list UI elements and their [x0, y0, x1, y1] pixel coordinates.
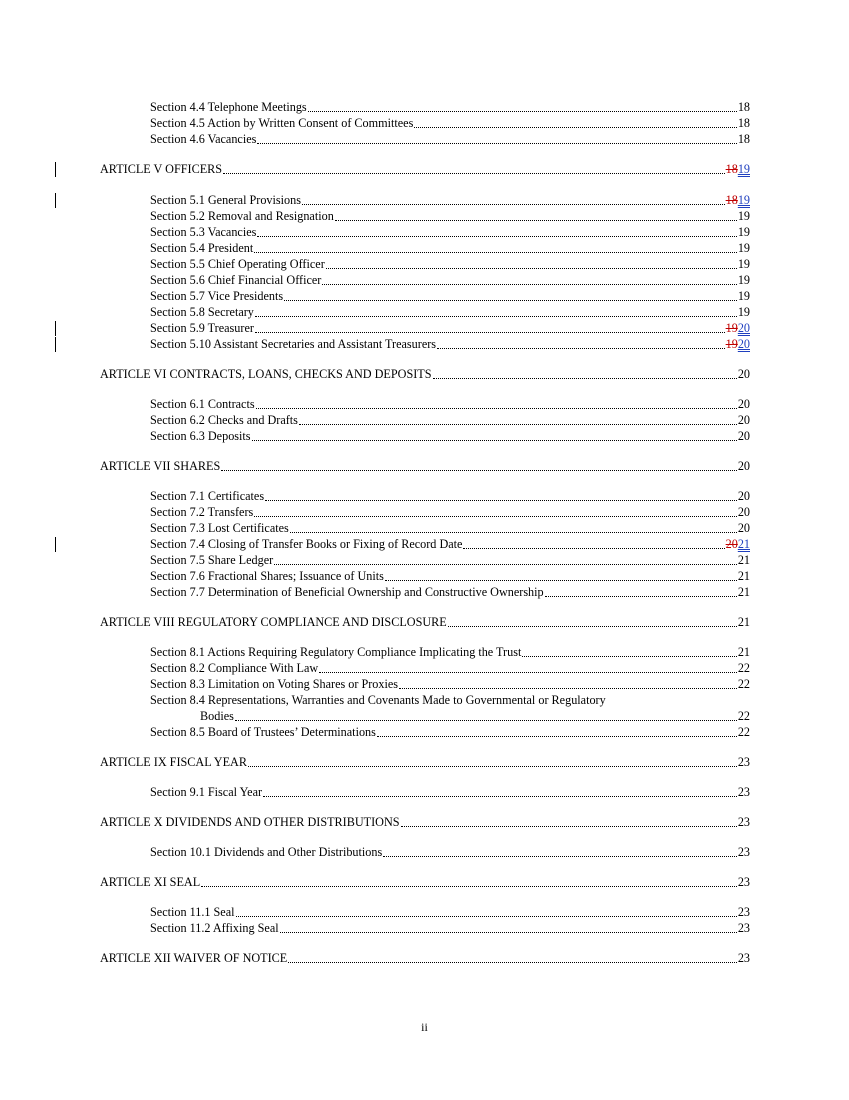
dot-leader: [248, 766, 737, 767]
toc-section-entry[interactable]: [150, 397, 750, 412]
dot-leader: [437, 348, 725, 349]
toc-section-entry[interactable]: [150, 645, 750, 660]
dot-leader: [335, 220, 737, 221]
dot-leader: [221, 470, 737, 471]
toc-entry-title: Section 8.2 Compliance With Law: [150, 661, 319, 675]
page-number: 21: [737, 645, 750, 659]
toc-entry-title: ARTICLE XI SEAL: [100, 875, 201, 889]
page-number: 20: [737, 505, 750, 519]
dot-leader: [288, 962, 737, 963]
toc-entry-title: Section 11.1 Seal: [150, 905, 235, 919]
deleted-page-number: 18: [725, 193, 738, 207]
dot-leader: [256, 408, 737, 409]
page-number-revised: [726, 321, 750, 336]
change-bar: [55, 321, 56, 336]
dot-leader: [263, 796, 737, 797]
toc-entry-title: Section 4.4 Telephone Meetings: [150, 100, 307, 114]
toc-section-entry[interactable]: [150, 521, 750, 536]
page-number: 19: [737, 273, 750, 287]
page-number: 19: [737, 305, 750, 319]
toc-entry-title: Section 6.1 Contracts: [150, 397, 255, 411]
page-number: 21: [737, 553, 750, 567]
page-number: 19: [737, 257, 750, 271]
toc-entry-title: Section 7.6 Fractional Shares; Issuance of Units: [150, 569, 384, 583]
page-number: 21: [737, 569, 750, 583]
page-number-revised: [726, 162, 750, 177]
dot-leader: [201, 886, 737, 887]
dot-leader: [254, 516, 737, 517]
page-number: 23: [737, 875, 750, 889]
toc-section-entry[interactable]: [150, 553, 750, 568]
toc-article-entry[interactable]: [100, 615, 750, 630]
toc-section-entry[interactable]: [150, 413, 750, 428]
dot-leader: [385, 580, 737, 581]
dot-leader: [414, 127, 736, 128]
toc-entry-title: Section 5.4 President: [150, 241, 254, 255]
dot-leader: [377, 736, 737, 737]
dot-leader: [252, 440, 737, 441]
toc-entry-title: ARTICLE VIII REGULATORY COMPLIANCE AND DISCLOSURE: [100, 615, 447, 629]
page-number: 20: [737, 489, 750, 503]
dot-leader: [235, 720, 737, 721]
dot-leader: [257, 143, 736, 144]
toc-entry-title: Section 5.6 Chief Financial Officer: [150, 273, 322, 287]
toc-section-entry[interactable]: [150, 845, 750, 860]
toc-entry-title: Section 5.8 Secretary: [150, 305, 254, 319]
dot-leader: [545, 596, 737, 597]
dot-leader: [280, 932, 737, 933]
inserted-page-number: 21: [737, 537, 750, 551]
toc-section-entry[interactable]: [150, 257, 750, 272]
dot-leader: [448, 626, 737, 627]
change-bar: [55, 193, 56, 208]
dot-leader: [299, 424, 737, 425]
page-number: 22: [737, 725, 750, 739]
inserted-page-number: 20: [737, 337, 750, 351]
page-number: 20: [737, 521, 750, 535]
page-number: 19: [737, 209, 750, 223]
toc-entry-title-continued: Bodies: [200, 709, 234, 723]
toc-section-entry[interactable]: [150, 209, 750, 224]
page-number: 20: [737, 459, 750, 473]
toc-section-entry[interactable]: [150, 337, 750, 352]
inserted-page-number: 19: [737, 162, 750, 176]
toc-section-entry[interactable]: [150, 429, 750, 444]
page-number: 18: [737, 116, 750, 130]
toc-entry-title: Section 11.2 Affixing Seal: [150, 921, 279, 935]
toc-entry-title: Section 9.1 Fiscal Year: [150, 785, 263, 799]
toc-article-entry[interactable]: [100, 162, 750, 177]
toc-entry-title: Section 5.10 Assistant Secretaries and Assistant Treasurers: [150, 337, 437, 351]
page-number: 18: [737, 100, 750, 114]
toc-section-entry[interactable]: [200, 709, 750, 724]
toc-section-entry[interactable]: [150, 241, 750, 256]
toc-section-heading[interactable]: Section 8.4 Representations, Warranties and Covenants Made to Governmental or Regulatory: [150, 693, 606, 707]
page-number: 23: [737, 755, 750, 769]
dot-leader: [433, 378, 737, 379]
toc-section-entry[interactable]: [150, 489, 750, 504]
page-number: 20: [737, 367, 750, 381]
toc-entry-title: Section 4.5 Action by Written Consent of Committees: [150, 116, 414, 130]
toc-entry-title: Section 7.1 Certificates: [150, 489, 265, 503]
dot-leader: [290, 532, 737, 533]
toc-article-entry[interactable]: [100, 755, 750, 770]
toc-entry-title: Section 10.1 Dividends and Other Distributions: [150, 845, 383, 859]
dot-leader: [254, 252, 737, 253]
toc-section-entry[interactable]: [150, 116, 750, 131]
toc-entry-title: ARTICLE V OFFICERS: [100, 162, 223, 176]
inserted-page-number: 19: [737, 193, 750, 207]
page-number: 20: [737, 429, 750, 443]
toc-article-entry[interactable]: [100, 951, 750, 966]
deleted-page-number: 18: [725, 162, 738, 176]
page-number: 22: [737, 709, 750, 723]
toc-section-entry[interactable]: [150, 661, 750, 676]
toc-entry-title: Section 7.7 Determination of Beneficial Ownership and Constructive Ownership: [150, 585, 544, 599]
toc-section-entry[interactable]: [150, 132, 750, 147]
dot-leader: [326, 268, 737, 269]
toc-section-entry[interactable]: [150, 321, 750, 336]
page-number: 22: [737, 661, 750, 675]
toc-article-entry[interactable]: [100, 367, 750, 382]
dot-leader: [284, 300, 737, 301]
page-number: 20: [737, 413, 750, 427]
toc-entry-title: Section 8.1 Actions Requiring Regulatory Compliance Implicating the Trust: [150, 645, 522, 659]
dot-leader: [265, 500, 737, 501]
toc-section-entry[interactable]: [150, 677, 750, 692]
toc-section-entry[interactable]: [150, 585, 750, 600]
toc-section-entry[interactable]: [150, 273, 750, 288]
toc-entry-title: Section 5.2 Removal and Resignation: [150, 209, 334, 223]
page-number: 21: [737, 585, 750, 599]
toc-entry-title: Section 5.5 Chief Operating Officer: [150, 257, 325, 271]
deleted-page-number: 19: [725, 321, 738, 335]
toc-entry-title: Section 7.4 Closing of Transfer Books or Fixing of Record Date: [150, 537, 463, 551]
toc-entry-title: Section 5.3 Vacancies: [150, 225, 257, 239]
toc-entry-title: ARTICLE VII SHARES: [100, 459, 221, 473]
dot-leader: [322, 284, 736, 285]
change-bar: [55, 162, 56, 177]
page-number: 23: [737, 815, 750, 829]
dot-leader: [223, 173, 725, 174]
dot-leader: [274, 564, 737, 565]
toc-entry-title: ARTICLE IX FISCAL YEAR: [100, 755, 247, 769]
dot-leader: [383, 856, 737, 857]
page-number: 23: [737, 951, 750, 965]
dot-leader: [236, 916, 737, 917]
page-number: 19: [737, 289, 750, 303]
toc-article-entry[interactable]: [100, 875, 750, 890]
toc-entry-title: Section 5.7 Vice Presidents: [150, 289, 284, 303]
page-number: 23: [737, 785, 750, 799]
toc-entry-title: Section 8.5 Board of Trustees’ Determinations: [150, 725, 376, 739]
dot-leader: [399, 688, 737, 689]
toc-entry-title: Section 6.2 Checks and Drafts: [150, 413, 298, 427]
toc-section-entry[interactable]: [150, 305, 750, 320]
page-number: 19: [737, 225, 750, 239]
toc-section-entry[interactable]: [150, 921, 750, 936]
page-number: 23: [737, 905, 750, 919]
dot-leader: [401, 826, 737, 827]
dot-leader: [257, 236, 736, 237]
toc-section-entry[interactable]: [150, 725, 750, 740]
toc-section-entry[interactable]: [150, 785, 750, 800]
toc-entry-title: Section 7.2 Transfers: [150, 505, 254, 519]
toc-section-entry[interactable]: [150, 537, 750, 552]
page-number: 19: [737, 241, 750, 255]
page-number: 20: [737, 397, 750, 411]
page-number: 18: [737, 132, 750, 146]
toc-section-entry[interactable]: [150, 289, 750, 304]
deleted-page-number: 20: [725, 537, 738, 551]
dot-leader: [255, 316, 737, 317]
dot-leader: [463, 548, 724, 549]
deleted-page-number: 19: [725, 337, 738, 351]
toc-entry-title: Section 7.3 Lost Certificates: [150, 521, 289, 535]
dot-leader: [319, 672, 737, 673]
toc-entry-title: ARTICLE VI CONTRACTS, LOANS, CHECKS AND DEPOSITS: [100, 367, 432, 381]
change-bar: [55, 537, 56, 552]
page-number: 22: [737, 677, 750, 691]
toc-entry-title: Section 6.3 Deposits: [150, 429, 251, 443]
dot-leader: [308, 111, 737, 112]
dot-leader: [255, 332, 725, 333]
dot-leader: [522, 656, 736, 657]
page-number-revised: [726, 537, 750, 552]
toc-section-entry[interactable]: [150, 100, 750, 115]
page-number: 21: [737, 615, 750, 629]
toc-entry-title: Section 7.5 Share Ledger: [150, 553, 274, 567]
page-number-revised: [726, 193, 750, 208]
toc-entry-title: ARTICLE X DIVIDENDS AND OTHER DISTRIBUTIONS: [100, 815, 400, 829]
toc-section-entry[interactable]: [150, 569, 750, 584]
toc-section-entry[interactable]: [150, 225, 750, 240]
toc-entry-title: Section 8.3 Limitation on Voting Shares or Proxies: [150, 677, 399, 691]
toc-entry-title: Section 5.9 Treasurer: [150, 321, 254, 335]
toc-section-entry[interactable]: [150, 505, 750, 520]
toc-section-entry[interactable]: [150, 193, 750, 208]
page-number-revised: [726, 337, 750, 352]
page-number-footer: ii: [421, 1020, 428, 1034]
page-number: 23: [737, 921, 750, 935]
toc-entry-title: Section 5.1 General Provisions: [150, 193, 301, 207]
toc-section-entry[interactable]: [150, 905, 750, 920]
toc-entry-title: ARTICLE XII WAIVER OF NOTICE: [100, 951, 288, 965]
toc-entry-title: Section 4.6 Vacancies: [150, 132, 257, 146]
toc-article-entry[interactable]: [100, 459, 750, 474]
dot-leader: [302, 204, 725, 205]
inserted-page-number: 20: [737, 321, 750, 335]
change-bar: [55, 337, 56, 352]
toc-article-entry[interactable]: [100, 815, 750, 830]
page-number: 23: [737, 845, 750, 859]
